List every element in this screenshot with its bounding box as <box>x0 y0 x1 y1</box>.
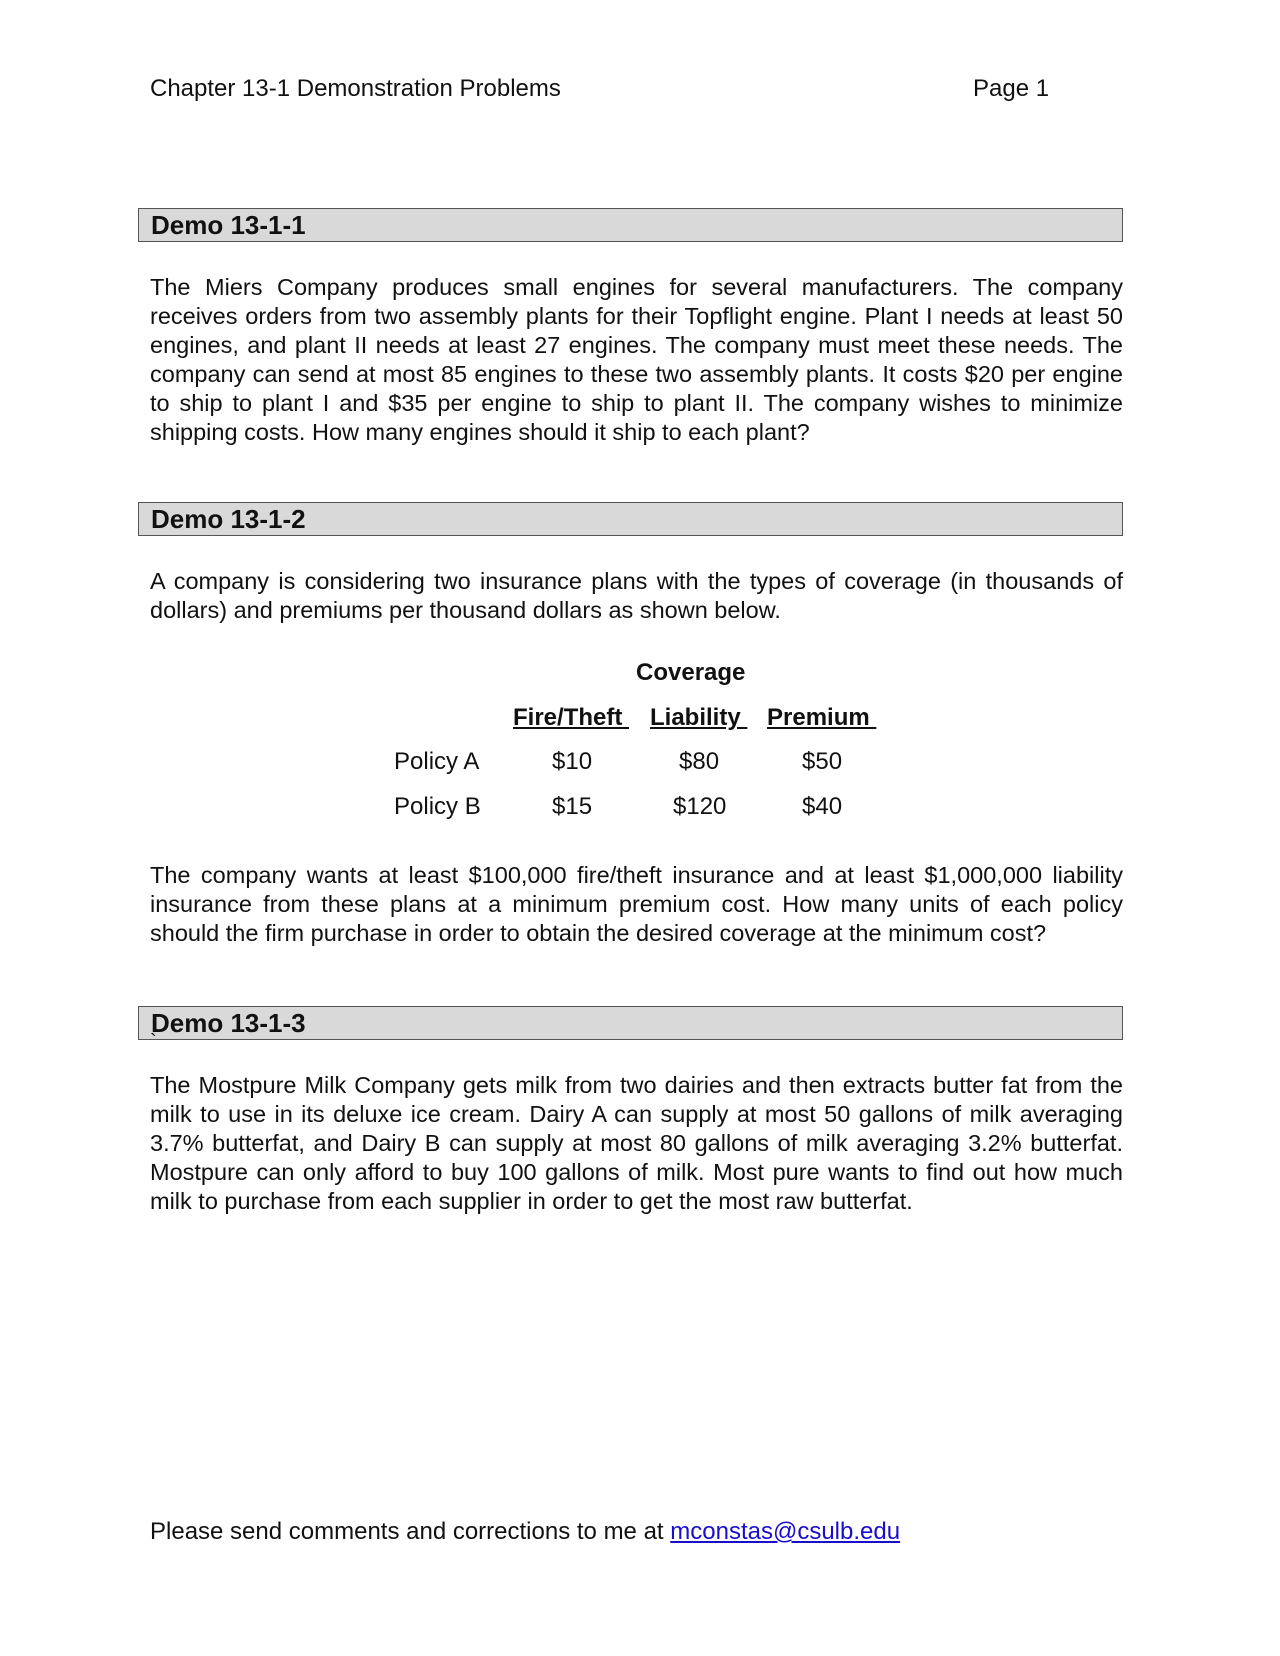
page-header <box>150 74 1050 104</box>
demo-2-intro: A company is considering two insurance plans with the types of coverage (in thousands of dollars) and premiums per thousand dollars as shown below. <box>150 568 1123 623</box>
col-premium: Premium <box>767 704 877 731</box>
email-link[interactable]: mconstas@csulb.edu <box>670 1518 901 1545</box>
chapter-title: Chapter 13-1 Demonstration Problems <box>150 75 561 102</box>
page-number: Page 1 <box>973 75 1050 102</box>
demo-heading-1: Demo 13-1-1 <box>138 208 1123 242</box>
policy-a-fire-theft: $10 <box>552 748 593 775</box>
row-label-policy-b: Policy B <box>394 793 481 820</box>
policy-a-premium: $50 <box>802 748 843 775</box>
page-footer <box>150 1517 900 1547</box>
demo-heading-3: Demo 13-1-3 <box>138 1006 1123 1040</box>
policy-a-liability: $80 <box>679 748 720 775</box>
policy-b-liability: $120 <box>673 793 727 820</box>
demo-2-text: The company wants at least $100,000 fire/theft insurance and at least $1,000,000 liability insurance from these plans at a minimum premium cost. How many units of each policy should the firm purchase in order to obtain the desired coverage at the minimum cost? <box>150 862 1123 946</box>
col-liability: Liability <box>650 704 748 731</box>
coverage-title: Coverage <box>636 659 746 686</box>
policy-b-premium: $40 <box>802 793 843 820</box>
stray-mark: ` <box>150 1031 157 1053</box>
footer-text: Please send comments and corrections to me at <box>150 1518 671 1545</box>
demo-3-text: The Mostpure Milk Company gets milk from two dairies and then extracts butter fat from the milk to use in its deluxe ice cream. Dairy A can supply at most 50 gallons of milk averaging 3.7% butterfat, and Dairy B can supply at most 80 gallons of milk averaging 3.2% butterfat. Mostpure can only afford to buy 100 gallons of milk. Most pure wants to find out how much milk to purchase from each supplier in order to get the most raw butterfat. <box>150 1072 1123 1214</box>
demo-heading-2: Demo 13-1-2 <box>138 502 1123 536</box>
col-fire-theft: Fire/Theft <box>513 704 630 731</box>
policy-b-fire-theft: $15 <box>552 793 593 820</box>
demo-1-text: The Miers Company produces small engines for several manufacturers. The company receives orders from two assembly plants for their Topflight engine. Plant I needs at least 50 engines, and plant II needs at least 27 engines. The company must meet these needs. The company can send at most 85 engines to these two assembly plants. It costs $20 per engine to ship to plant I and $35 per engine to ship to plant II. The company wishes to minimize shipping costs. How many engines should it ship to each plant? <box>150 274 1123 445</box>
row-label-policy-a: Policy A <box>394 748 480 775</box>
